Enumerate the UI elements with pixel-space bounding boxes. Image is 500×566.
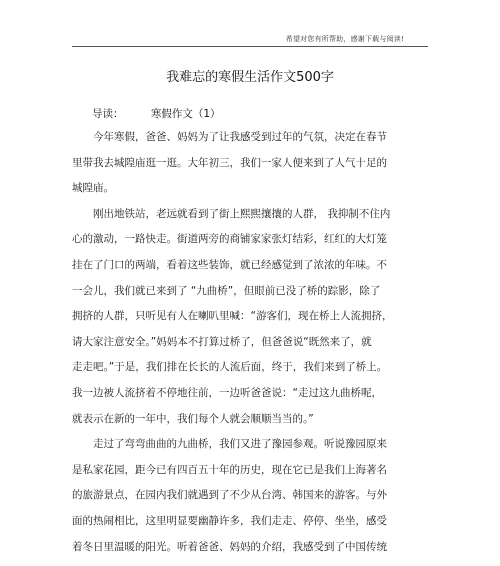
- paragraph-line: 面的热闹相比，这里明显要幽静许多，我们走走、停停、坐坐，感受: [72, 514, 387, 527]
- paragraph-line: 就表示在新的一年中，我们每个人就会顺顺当当的。”: [72, 412, 314, 425]
- paragraph-line: 我一边被人流挤着不停地往前，一边听爸爸说：“走过这九曲桥呢，: [72, 386, 382, 399]
- paragraph-line: 是私家花园，距今已有四百五十年的历史，现在它已是我们上海著名: [72, 463, 387, 476]
- paragraph-line: 挂在了门口的两端，看着这些装饰，就已经感觉到了浓浓的年味。不: [72, 258, 387, 271]
- paragraph-line: 走走吧。”于是，我们排在长长的人流后面，终于，我们来到了桥上。: [72, 361, 388, 374]
- paragraph-line: 一会儿，我们就已来到了 “九曲桥”，但眼前已没了桥的踪影，除了: [72, 284, 381, 297]
- paragraph-line: 城隍庙。: [72, 182, 114, 195]
- intro-label: 导读：: [92, 108, 124, 120]
- paragraph-line: 刚出地铁站，老远就看到了街上熙熙攘攘的人群， 我抑制不住内: [93, 207, 391, 220]
- body-text: [72, 125, 428, 560]
- paragraph-line: 今年寒假，爸爸、妈妈为了让我感受到过年的气氛，决定在春节: [93, 131, 387, 143]
- intro-value: 寒假作文（1）: [150, 108, 221, 120]
- paragraph-line: 心的激动，一路快走。街道两旁的商铺家家张灯结彩，红红的大灯笼: [72, 233, 387, 246]
- intro-line: [92, 106, 221, 121]
- paragraph-line: 着冬日里温暖的阳光。听着爸爸、妈妈的介绍，我感受到了中国传统: [72, 540, 387, 553]
- paragraph-line: 请大家注意安全。”妈妈本不打算过桥了，但爸爸说“既然来了，就: [72, 335, 372, 348]
- paragraph-line: 里带我去城隍庙逛一逛。大年初三，我们一家人便来到了人气十足的: [72, 156, 387, 169]
- paragraph-line: 走过了弯弯曲曲的九曲桥，我们又进了豫园参观。听说豫园原来: [93, 438, 387, 451]
- paragraph-line: 拥挤的人群，只听见有人在喇叭里喊：“游客们，现在桥上人流拥挤，: [72, 310, 393, 323]
- header-divider: [72, 46, 428, 47]
- paragraph-line: 的旅游景点，在园内我们就遇到了不少从台湾、韩国来的游客。与外: [72, 489, 387, 502]
- header-note: 希望对您有所帮助，感谢下载与阅读!: [285, 35, 404, 43]
- document-title: 我难忘的寒假生活作文500字: [166, 70, 334, 85]
